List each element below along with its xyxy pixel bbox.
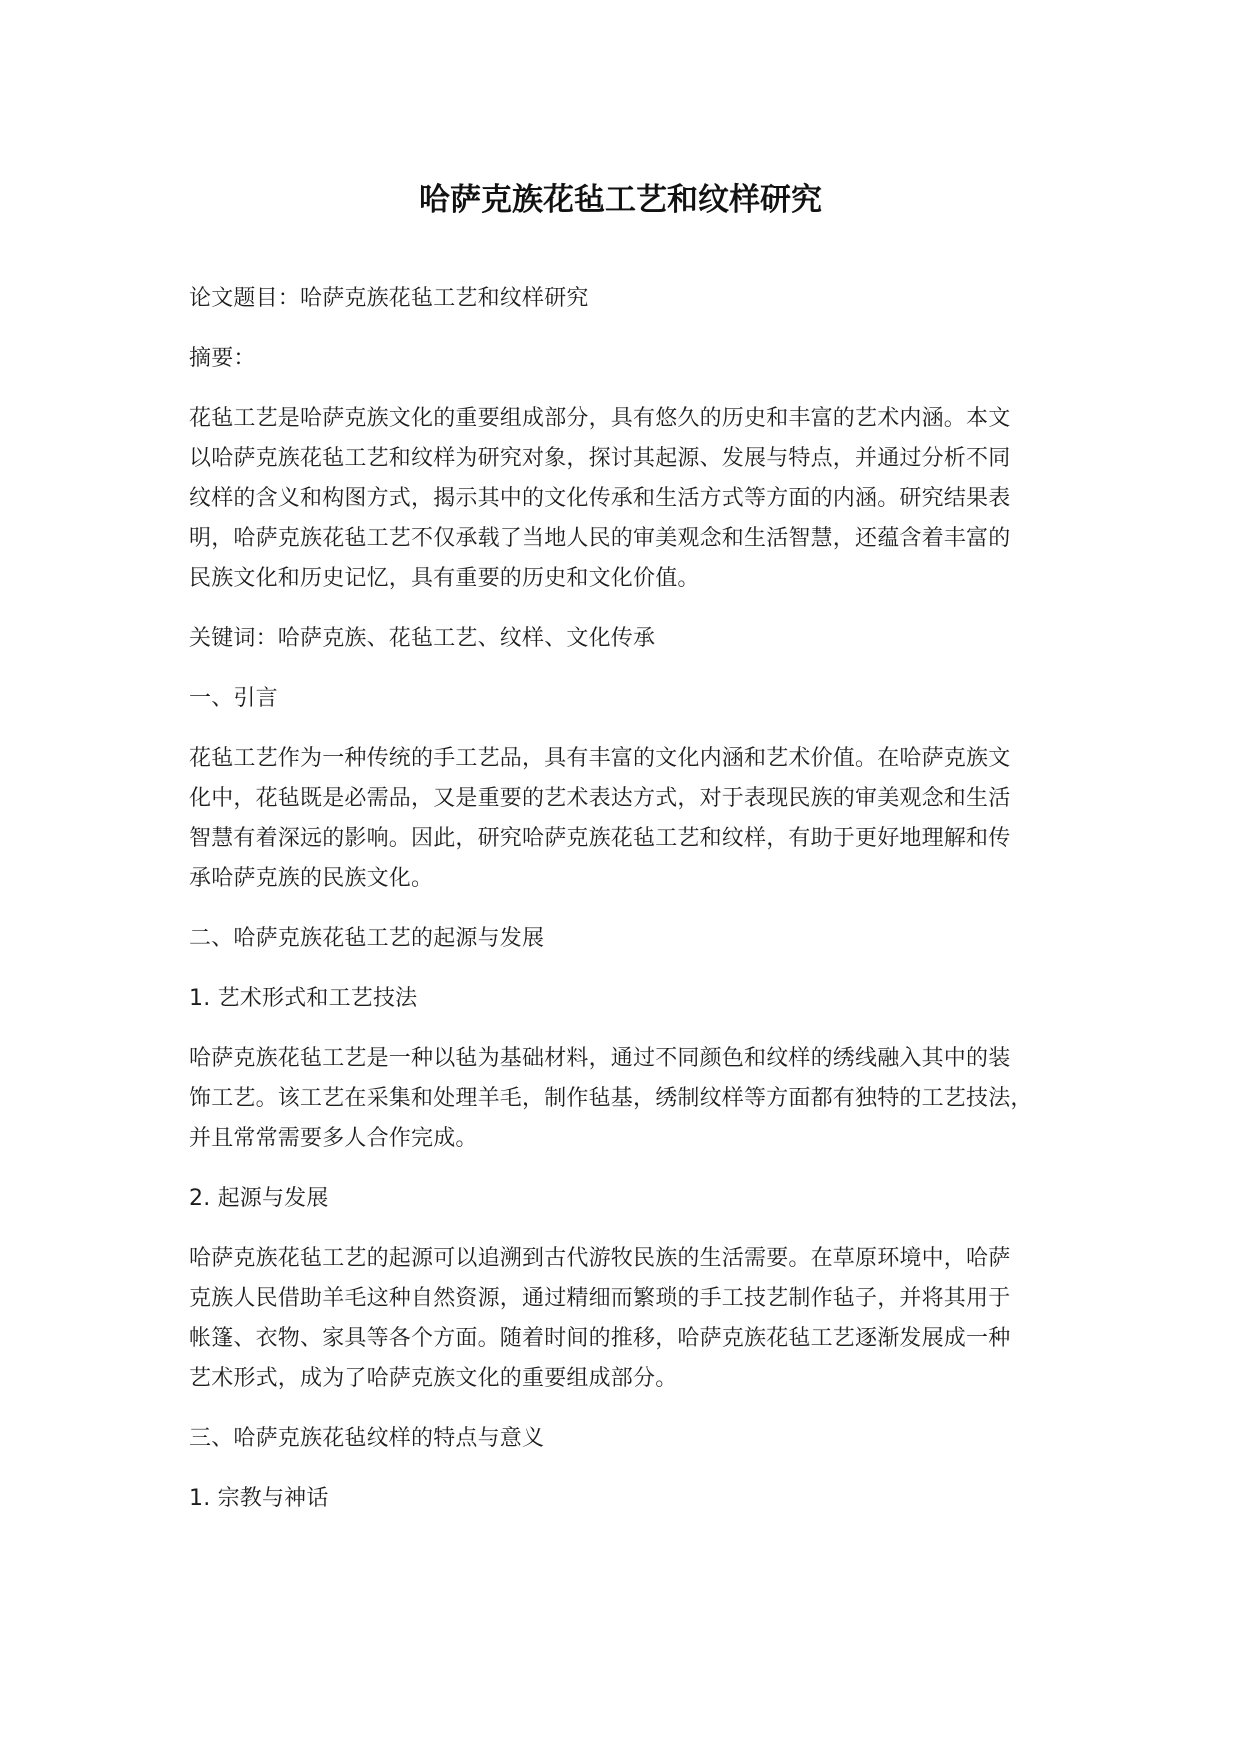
introduction-text: 花毡工艺作为一种传统的手工艺品，具有丰富的文化内涵和艺术价值。在哈萨克族文 化中，花毡既是必需品，又是重要的艺术表达方式，对于表现民族的审美观念和生活 智慧有着深远的影响。因此，研究哈萨克族花毡工艺和纹样，有助于更好地理解和传 承哈萨克族的民族文化。 [189,746,1011,891]
art-form-text: 哈萨克族花毡工艺是一种以毡为基础材料，通过不同颜色和纹样的绣线融入其中的装 饰工艺。该工艺在采集和处理羊毛，制作毡基，绣制纹样等方面都有独特的工艺技法， 并且常常需要多人合作完成。 [189,1046,1033,1151]
abstract-text: 花毡工艺是哈萨克族文化的重要组成部分，具有悠久的历史和丰富的艺术内涵。本文 以哈萨克族花毡工艺和纹样为研究对象，探讨其起源、发展与特点，并通过分析不同 纹样的含义和构图方式，揭示其中的文化传承和生活方式等方面的内涵。研究结果表 明，哈萨克族花毡工艺不仅承载了当地人民的审美观念和生活智慧，还蕴含着丰富的 民族文化和历史记忆，具有重要的历史和文化价值。 [189,406,1011,591]
subheading-religion-myth: 1. 宗教与神话 [189,1486,329,1511]
subheading-art-form: 1. 艺术形式和工艺技法 [189,986,418,1011]
document-title: 哈萨克族花毡工艺和纹样研究 [419,182,822,218]
paper-title-line: 论文题目：哈萨克族花毡工艺和纹样研究 [189,286,589,311]
section-heading-introduction: 一、引言 [189,686,278,711]
section-heading-patterns: 三、哈萨克族花毡纹样的特点与意义 [189,1426,545,1451]
keywords-line: 关键词：哈萨克族、花毡工艺、纹样、文化传承 [189,626,656,651]
section-heading-origin: 二、哈萨克族花毡工艺的起源与发展 [189,926,545,951]
abstract-heading: 摘要： [189,346,256,371]
subheading-origin-development: 2. 起源与发展 [189,1186,329,1211]
document-body [189,279,1089,1539]
origin-development-text: 哈萨克族花毡工艺的起源可以追溯到古代游牧民族的生活需要。在草原环境中，哈萨 克族人民借助羊毛这种自然资源，通过精细而繁琐的手工技艺制作毡子，并将其用于 帐篷、衣物、家具等各个方面。随着时间的推移，哈萨克族花毡工艺逐渐发展成一种 艺术形式，成为了哈萨克族文化的重要组成部分。 [189,1246,1011,1391]
